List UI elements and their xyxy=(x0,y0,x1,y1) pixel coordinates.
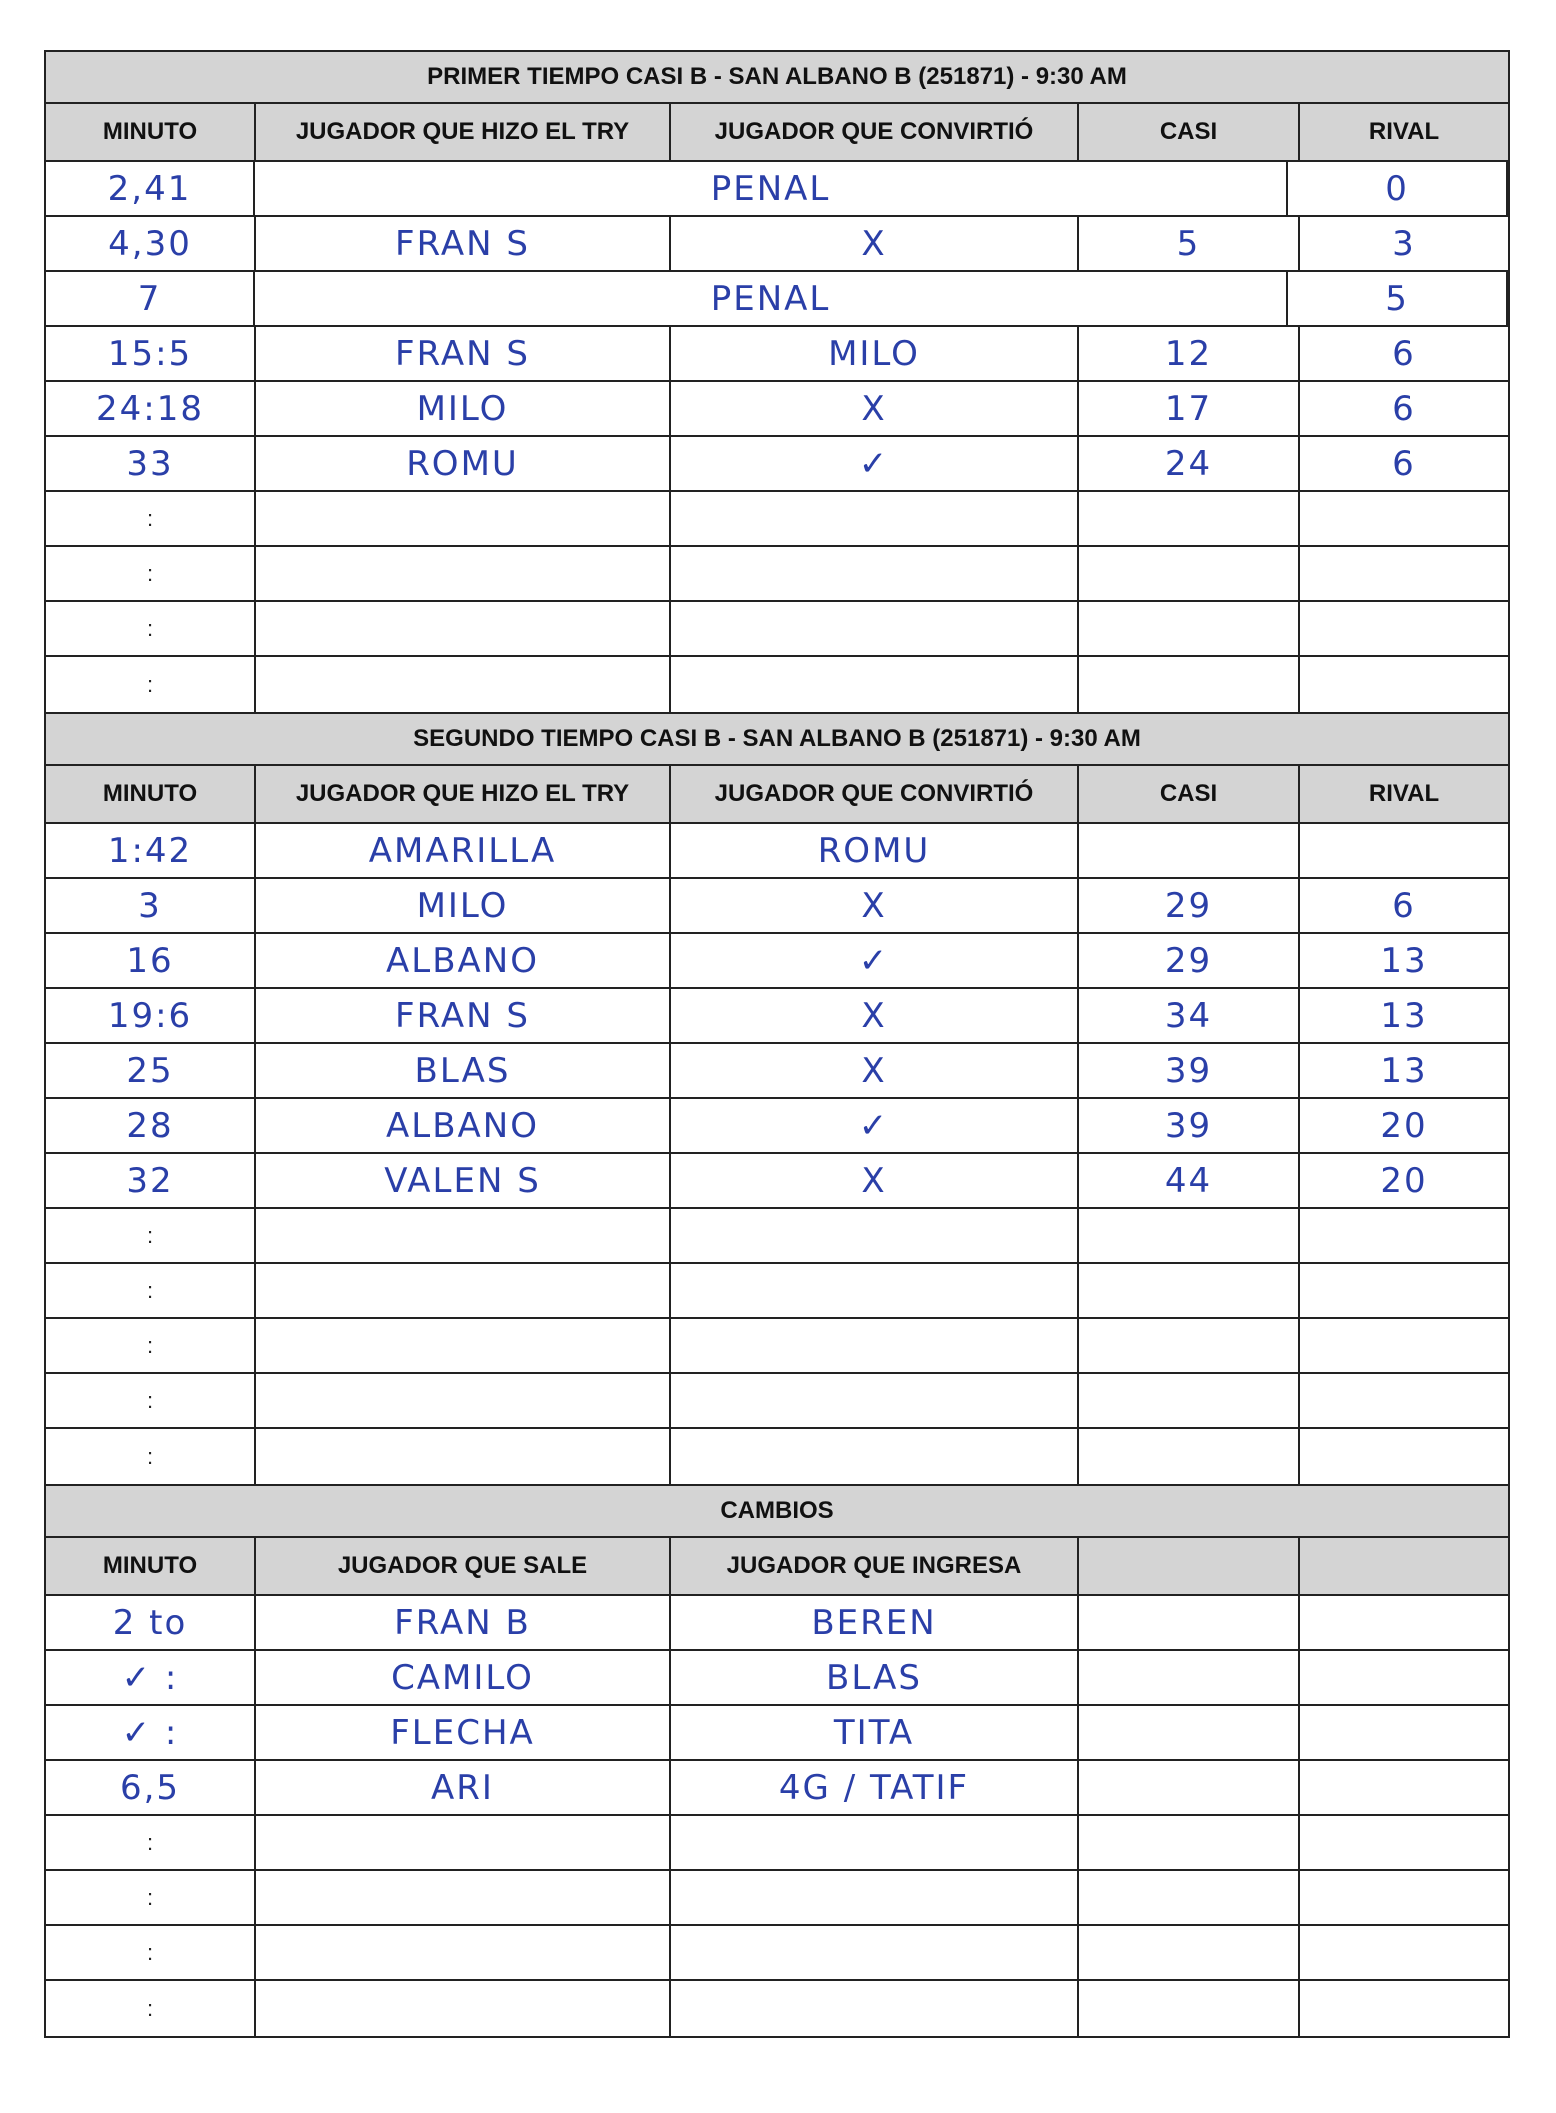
casi-cell: 0 xyxy=(1288,162,1508,215)
rival-cell: 6 xyxy=(1392,885,1416,926)
table-row xyxy=(46,1044,1508,1099)
header-sale: JUGADOR QUE SALE xyxy=(256,1538,671,1594)
casi-cell: 34 xyxy=(1079,989,1300,1042)
conv-cell: X xyxy=(671,1044,1079,1097)
header-minuto: MINUTO xyxy=(46,1538,256,1594)
header-conv: JUGADOR QUE CONVIRTIÓ xyxy=(671,766,1079,822)
player-out-cell: ARI xyxy=(256,1761,671,1814)
table-row xyxy=(46,1926,1508,1981)
header-empty xyxy=(1079,1538,1300,1594)
minute-cell: 19:6 xyxy=(46,989,256,1042)
casi-cell: 5 xyxy=(1079,217,1300,270)
header-casi: CASI xyxy=(1079,766,1300,822)
changes-section xyxy=(44,1484,1510,2038)
table-row xyxy=(46,824,1508,879)
casi-cell: 29 xyxy=(1079,879,1300,932)
player-out-cell: FRAN B xyxy=(256,1596,671,1649)
minute-cell: 1:42 xyxy=(46,824,256,877)
minute-cell: 25 xyxy=(46,1044,256,1097)
minute-cell: : xyxy=(46,1374,256,1427)
header-rival: RIVAL xyxy=(1368,780,1440,807)
rival-cell: 13 xyxy=(1380,995,1428,1036)
try-cell: BLAS xyxy=(256,1044,671,1097)
conv-cell: MILO xyxy=(671,327,1079,380)
table-row xyxy=(46,657,1508,712)
casi-cell: 39 xyxy=(1079,1044,1300,1097)
minute-cell: : xyxy=(46,1209,256,1262)
try-cell: FRAN S xyxy=(256,327,671,380)
minute-cell: 32 xyxy=(46,1154,256,1207)
minute-cell: 3 xyxy=(46,879,256,932)
conv-cell: ✓ xyxy=(671,437,1079,490)
first-half-section xyxy=(44,50,1510,712)
player-out-cell: CAMILO xyxy=(256,1651,671,1704)
minute-cell: 4,30 xyxy=(46,217,256,270)
table-row xyxy=(46,1154,1508,1209)
minute-cell: 2 to xyxy=(46,1596,256,1649)
minute-cell: : xyxy=(46,492,256,545)
casi-cell: 44 xyxy=(1079,1154,1300,1207)
table-row xyxy=(46,1651,1508,1706)
conv-cell: X xyxy=(671,382,1079,435)
try-cell: ALBANO xyxy=(256,934,671,987)
table-row xyxy=(46,272,1508,327)
minute-cell: : xyxy=(46,1871,256,1924)
try-cell: MILO xyxy=(256,382,671,435)
table-row xyxy=(46,1374,1508,1429)
header-minuto: MINUTO xyxy=(46,104,256,160)
try-cell: PENAL xyxy=(255,272,1288,325)
header-try: JUGADOR QUE HIZO EL TRY xyxy=(256,766,671,822)
changes-title: CAMBIOS xyxy=(46,1486,1508,1538)
table-row xyxy=(46,1264,1508,1319)
try-cell: VALEN S xyxy=(256,1154,671,1207)
table-row xyxy=(46,879,1508,934)
casi-cell: 24 xyxy=(1079,437,1300,490)
player-in-cell: 4G / TATIF xyxy=(671,1761,1079,1814)
minute-cell: : xyxy=(46,1319,256,1372)
table-row xyxy=(46,602,1508,657)
header-minuto: MINUTO xyxy=(46,766,256,822)
table-row xyxy=(46,1099,1508,1154)
minute-cell: 28 xyxy=(46,1099,256,1152)
rival-cell xyxy=(1300,824,1508,877)
casi-cell: 17 xyxy=(1079,382,1300,435)
minute-cell: ✓ : xyxy=(46,1706,256,1759)
table-row xyxy=(46,1429,1508,1484)
table-row xyxy=(46,1761,1508,1816)
casi-cell: 29 xyxy=(1079,934,1300,987)
header-ingresa: JUGADOR QUE INGRESA xyxy=(671,1538,1079,1594)
minute-cell: 33 xyxy=(46,437,256,490)
conv-cell: ✓ xyxy=(671,934,1079,987)
header-rival: RIVAL xyxy=(1368,118,1440,145)
table-row xyxy=(46,162,1508,217)
minute-cell: : xyxy=(46,547,256,600)
minute-cell: : xyxy=(46,1429,256,1484)
table-row xyxy=(46,217,1508,272)
conv-cell: X xyxy=(671,217,1079,270)
player-in-cell: TITA xyxy=(671,1706,1079,1759)
table-row xyxy=(46,547,1508,602)
minute-cell: : xyxy=(46,602,256,655)
conv-cell: X xyxy=(671,879,1079,932)
rival-cell: 6 xyxy=(1392,443,1416,484)
conv-cell: ✓ xyxy=(671,1099,1079,1152)
try-cell: ROMU xyxy=(256,437,671,490)
table-row xyxy=(46,1706,1508,1761)
rival-cell: 20 xyxy=(1380,1105,1428,1146)
second-half-title: SEGUNDO TIEMPO CASI B - SAN ALBANO B (251871) - 9:30 AM xyxy=(46,714,1508,766)
casi-cell: 39 xyxy=(1079,1099,1300,1152)
header-conv: JUGADOR QUE CONVIRTIÓ xyxy=(671,104,1079,160)
table-row xyxy=(46,1209,1508,1264)
table-row xyxy=(46,327,1508,382)
minute-cell: 7 xyxy=(46,272,255,325)
table-row xyxy=(46,1596,1508,1651)
try-cell: PENAL xyxy=(255,162,1288,215)
minute-cell: 16 xyxy=(46,934,256,987)
minute-cell: 15:5 xyxy=(46,327,256,380)
first-half-header-row xyxy=(46,104,1508,162)
rival-cell: 13 xyxy=(1380,940,1428,981)
changes-header-row xyxy=(46,1538,1508,1596)
table-row xyxy=(46,492,1508,547)
second-half-header-row xyxy=(46,766,1508,824)
player-in-cell: BLAS xyxy=(671,1651,1079,1704)
try-cell: FRAN S xyxy=(256,217,671,270)
try-cell: AMARILLA xyxy=(256,824,671,877)
table-row xyxy=(46,1816,1508,1871)
first-half-title: PRIMER TIEMPO CASI B - SAN ALBANO B (251871) - 9:30 AM xyxy=(46,52,1508,104)
header-casi: CASI xyxy=(1079,104,1300,160)
minute-cell: : xyxy=(46,1816,256,1869)
rival-cell: 6 xyxy=(1392,388,1416,429)
player-in-cell: BEREN xyxy=(671,1596,1079,1649)
rival-cell: 20 xyxy=(1380,1160,1428,1201)
table-row xyxy=(46,989,1508,1044)
casi-cell: 12 xyxy=(1079,327,1300,380)
try-cell: FRAN S xyxy=(256,989,671,1042)
casi-cell: 5 xyxy=(1288,272,1508,325)
minute-cell: : xyxy=(46,657,256,712)
rival-cell: 3 xyxy=(1392,223,1416,264)
conv-cell: ROMU xyxy=(671,824,1079,877)
minute-cell: 6,5 xyxy=(46,1761,256,1814)
try-cell: ALBANO xyxy=(256,1099,671,1152)
table-row xyxy=(46,1319,1508,1374)
header-try: JUGADOR QUE HIZO EL TRY xyxy=(256,104,671,160)
rival-cell: 13 xyxy=(1380,1050,1428,1091)
score-sheet xyxy=(44,50,1510,2038)
minute-cell: : xyxy=(46,1981,256,2036)
minute-cell: 24:18 xyxy=(46,382,256,435)
second-half-section xyxy=(44,712,1510,1484)
player-out-cell: FLECHA xyxy=(256,1706,671,1759)
rival-cell: 6 xyxy=(1392,333,1416,374)
conv-cell: X xyxy=(671,989,1079,1042)
try-cell: MILO xyxy=(256,879,671,932)
table-row xyxy=(46,934,1508,989)
table-row xyxy=(46,382,1508,437)
minute-cell: : xyxy=(46,1264,256,1317)
table-row xyxy=(46,1871,1508,1926)
conv-cell: X xyxy=(671,1154,1079,1207)
minute-cell: ✓ : xyxy=(46,1651,256,1704)
minute-cell: : xyxy=(46,1926,256,1979)
header-empty xyxy=(1300,1538,1508,1594)
table-row xyxy=(46,437,1508,492)
table-row xyxy=(46,1981,1508,2036)
casi-cell xyxy=(1079,824,1300,877)
minute-cell: 2,41 xyxy=(46,162,255,215)
